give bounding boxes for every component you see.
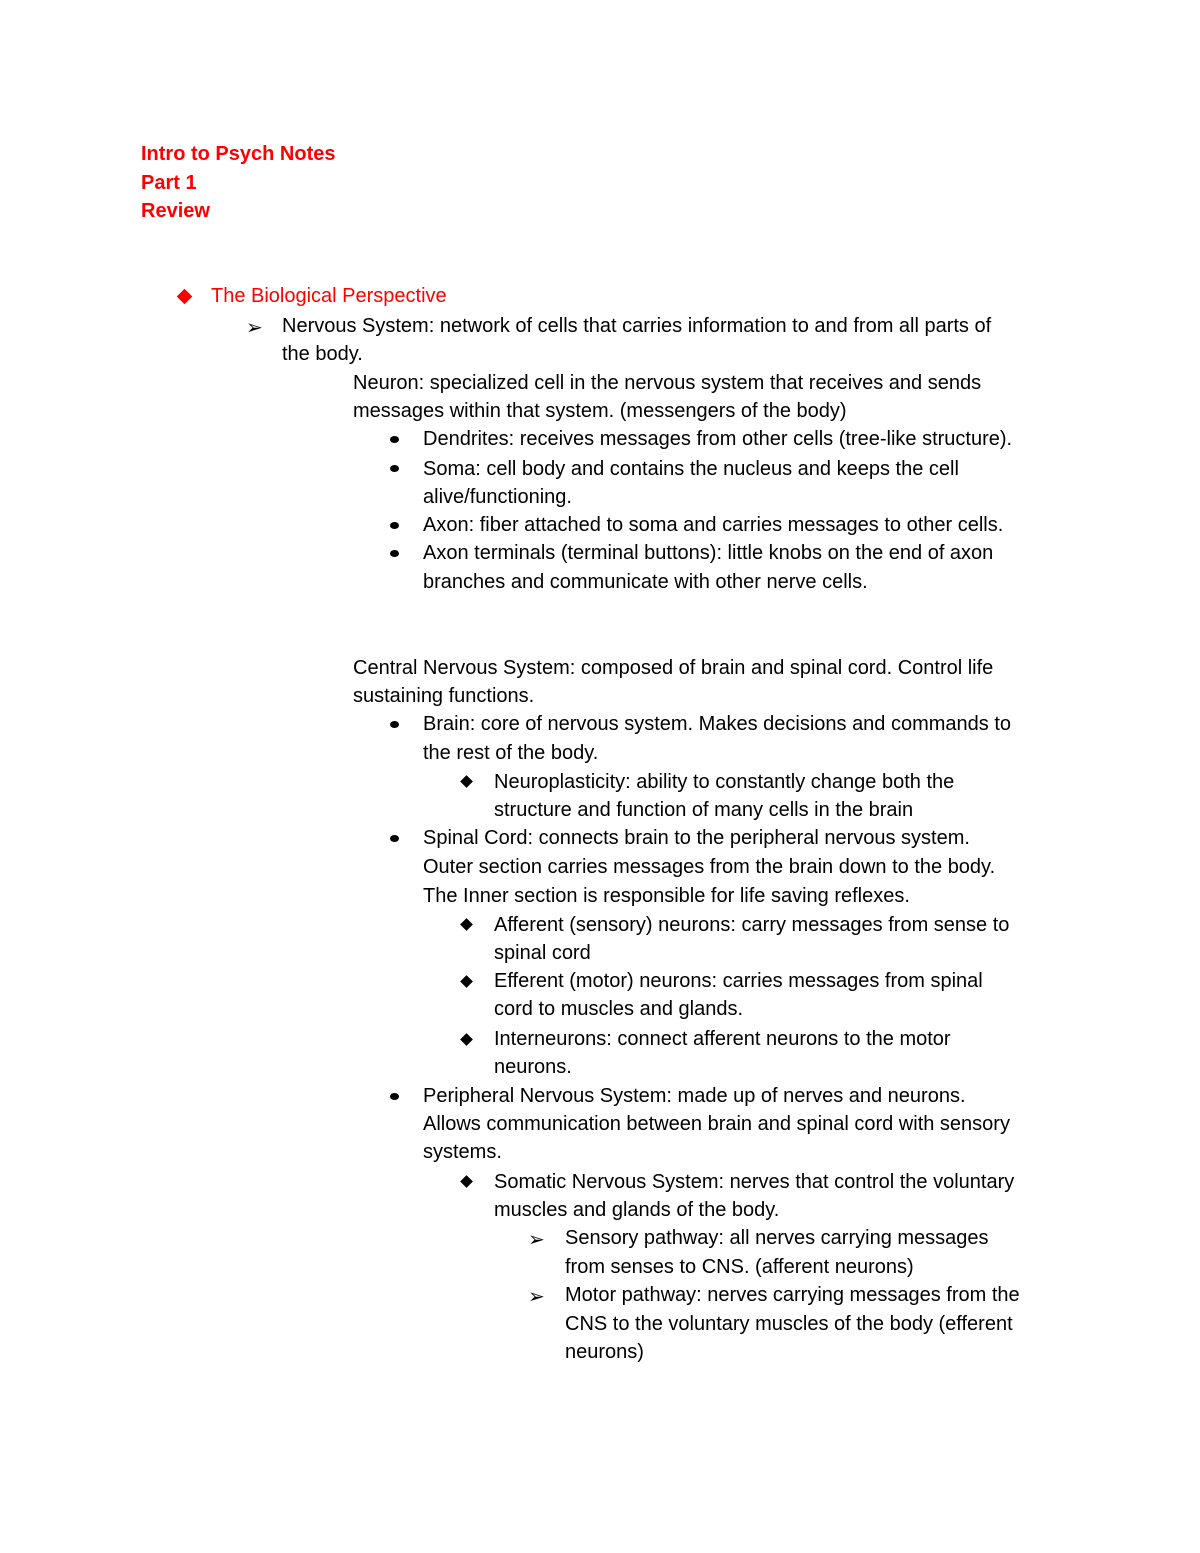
nervous-system-line-2: the body. <box>282 343 363 365</box>
cns-line-2: sustaining functions. <box>353 685 535 707</box>
afferent-line-1: Afferent (sensory) neurons: carry messages from sense to <box>494 914 1010 936</box>
round-bullet-icon <box>390 721 399 728</box>
spinal-cord-line-3: The Inner section is responsible for life saving reflexes. <box>423 885 910 907</box>
spinal-cord-line-2: Outer section carries messages from the brain down to the body. <box>423 856 996 878</box>
neuroplasticity-line-2: structure and function of many cells in the brain <box>494 799 914 821</box>
arrowhead-bullet-icon: ➢ <box>528 1284 545 1308</box>
soma-line-1: Soma: cell body and contains the nucleus and keeps the cell <box>423 458 959 480</box>
soma-line-2: alive/functioning. <box>423 486 572 508</box>
efferent-line-2: cord to muscles and glands. <box>494 998 744 1020</box>
diamond-bullet-icon <box>460 918 473 931</box>
arrowhead-bullet-icon: ➢ <box>528 1227 545 1251</box>
dendrites-line-1: Dendrites: receives messages from other cells (tree-like structure). <box>423 428 1013 450</box>
round-bullet-icon <box>390 550 399 557</box>
interneurons-line-2: neurons. <box>494 1056 572 1078</box>
round-bullet-icon <box>390 835 399 842</box>
pns-line-1: Peripheral Nervous System: made up of nerves and neurons. <box>423 1085 966 1107</box>
motor-pathway-line-3: neurons) <box>565 1341 644 1363</box>
motor-pathway-line-1: Motor pathway: nerves carrying messages from the <box>565 1284 1020 1306</box>
pns-line-2: Allows communication between brain and spinal cord with sensory <box>423 1113 1010 1135</box>
axon-terminals-line-2: branches and communicate with other nerve cells. <box>423 571 868 593</box>
diamond-bullet-icon <box>460 1175 473 1188</box>
somatic-line-2: muscles and glands of the body. <box>494 1199 780 1221</box>
axon-line-1: Axon: fiber attached to soma and carries messages to other cells. <box>423 514 1004 536</box>
arrowhead-bullet-icon: ➢ <box>246 315 263 339</box>
spinal-cord-line-1: Spinal Cord: connects brain to the peripheral nervous system. <box>423 827 970 849</box>
interneurons-line-1: Interneurons: connect afferent neurons to the motor <box>494 1028 951 1050</box>
neuron-line-2: messages within that system. (messengers of the body) <box>353 400 847 422</box>
motor-pathway-line-2: CNS to the voluntary muscles of the body (efferent <box>565 1313 1013 1335</box>
round-bullet-icon <box>390 465 399 472</box>
diamond-bullet-icon <box>460 1033 473 1046</box>
neuroplasticity-line-1: Neuroplasticity: ability to constantly change both the <box>494 771 955 793</box>
axon-terminals-line-1: Axon terminals (terminal buttons): little knobs on the end of axon <box>423 542 994 564</box>
brain-line-2: the rest of the body. <box>423 742 599 764</box>
document-part: Part 1 <box>141 172 197 194</box>
pns-line-3: systems. <box>423 1141 502 1163</box>
sensory-pathway-line-2: from senses to CNS. (afferent neurons) <box>565 1256 914 1278</box>
round-bullet-icon <box>390 522 399 529</box>
diamond-bullet-icon <box>460 975 473 988</box>
round-bullet-icon <box>390 436 399 443</box>
section-heading: The Biological Perspective <box>211 285 447 307</box>
afferent-line-2: spinal cord <box>494 942 591 964</box>
diamond-bullet-icon <box>460 775 473 788</box>
round-bullet-icon <box>390 1093 399 1100</box>
document-subtitle: Review <box>141 200 210 222</box>
sensory-pathway-line-1: Sensory pathway: all nerves carrying messages <box>565 1227 989 1249</box>
cns-line-1: Central Nervous System: composed of brain and spinal cord. Control life <box>353 657 994 679</box>
neuron-line-1: Neuron: specialized cell in the nervous system that receives and sends <box>353 372 982 394</box>
diamond-bullet-icon <box>177 289 193 305</box>
brain-line-1: Brain: core of nervous system. Makes decisions and commands to <box>423 713 1012 735</box>
document-title: Intro to Psych Notes <box>141 143 336 165</box>
efferent-line-1: Efferent (motor) neurons: carries messages from spinal <box>494 970 983 992</box>
nervous-system-line-1: Nervous System: network of cells that carries information to and from all parts of <box>282 315 992 337</box>
somatic-line-1: Somatic Nervous System: nerves that control the voluntary <box>494 1171 1015 1193</box>
